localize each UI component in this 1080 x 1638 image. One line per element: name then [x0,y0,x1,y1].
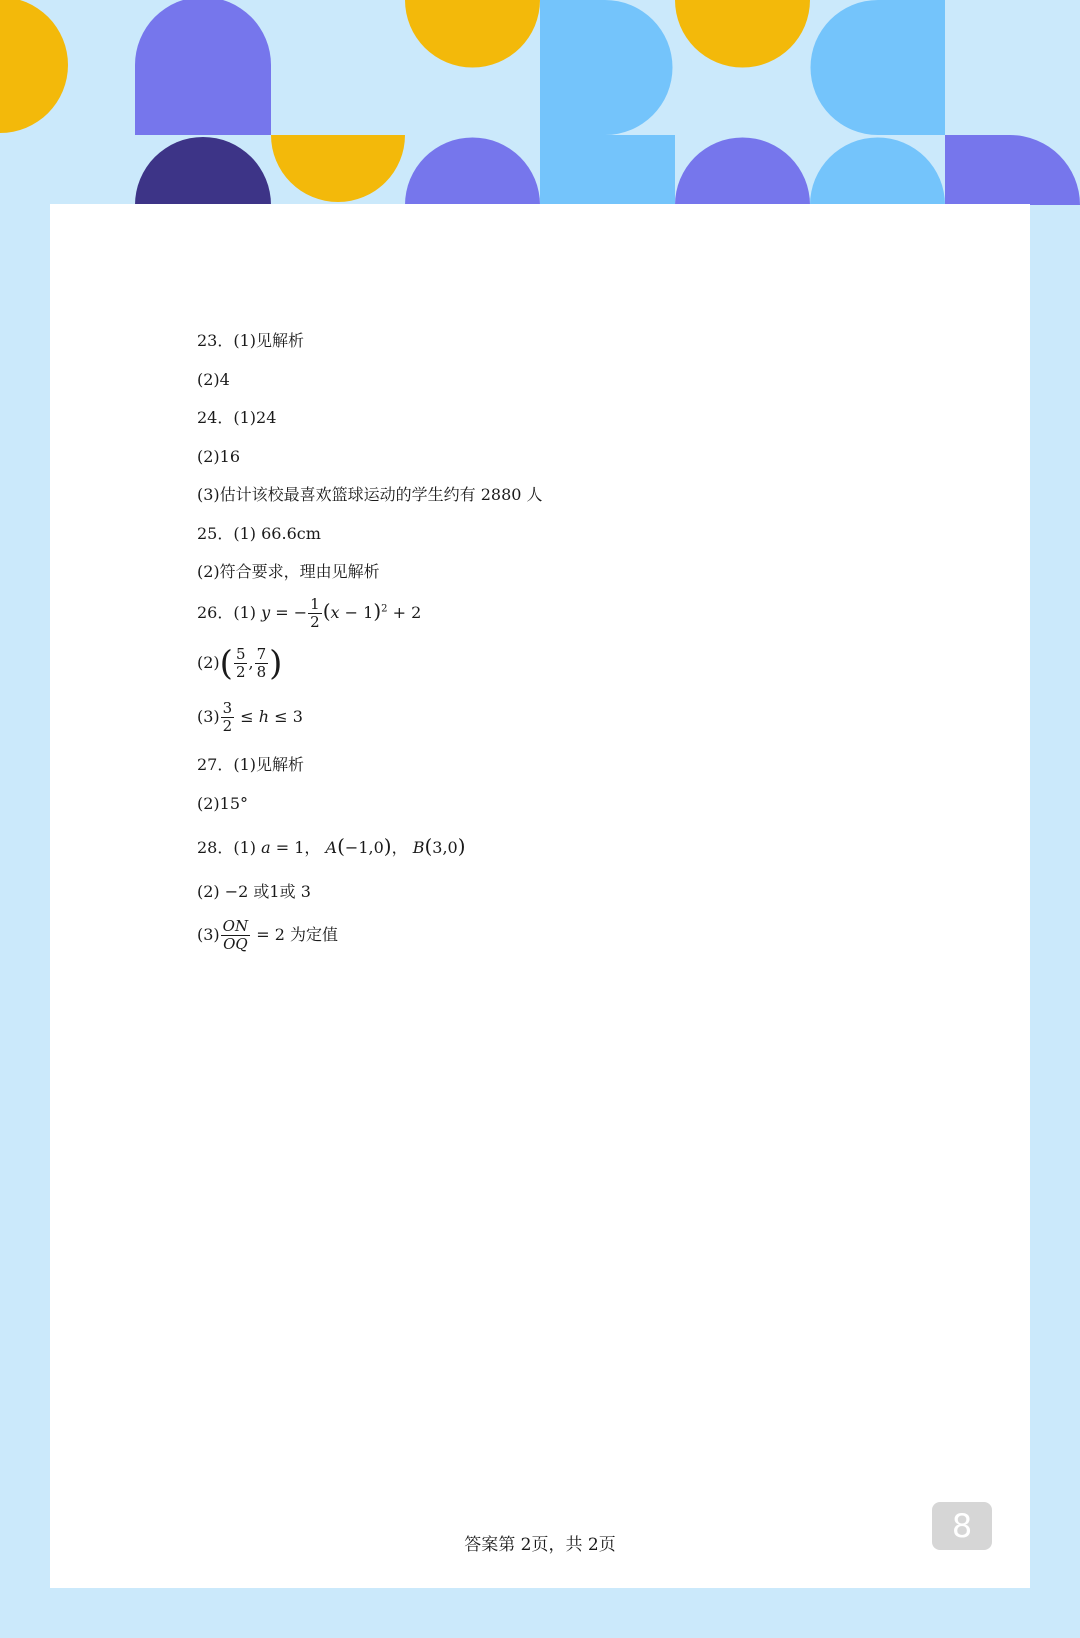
math-operator: = − [270,603,308,622]
fraction-denominator: OQ [223,935,248,953]
answer-text: (1)见解析 [233,331,305,350]
answer-26-3 [197,700,303,735]
answer-text: (2)4 [197,370,230,389]
math-paren: ) [383,834,392,858]
math-variable: a [261,838,271,857]
fraction-numerator: 5 [235,645,246,663]
fraction-denominator: 2 [222,717,233,735]
answer-text: (1)24 [233,408,277,427]
math-term: = 2 为定值 [251,925,338,944]
sky-rect [540,135,675,205]
part-label: (3) [197,707,220,726]
answer-23-2 [197,370,230,390]
point-label: B [412,838,425,857]
answer-24-2 [197,447,240,467]
part-label: (2) [197,653,220,672]
math-fraction [308,596,322,631]
math-fraction [221,700,235,735]
math-variable: y [261,603,271,622]
answer-text: (2)符合要求，理由见解析 [197,562,380,581]
fraction-denominator: 8 [256,663,267,681]
periwinkle-shape-1 [135,0,271,135]
answer-text: (2) −2 或1或 3 [197,882,311,901]
answer-25-1 [197,524,321,544]
answer-24-3 [197,485,543,505]
answer-27-1 [197,755,304,775]
fraction-numerator: 7 [256,645,267,663]
navy-half-circle [135,137,271,205]
part-label: (1) [233,603,257,622]
question-number: 26． [197,603,234,622]
answer-23-1 [197,331,304,351]
answer-25-2 [197,562,380,582]
math-term: ≤ 3 [269,707,303,726]
periwinkle-half-circle-2 [675,138,810,206]
math-term: = 1， [270,838,321,857]
point-coordinates: −1,0 [344,838,384,857]
math-paren: ( [337,834,345,858]
answer-27-2 [197,794,248,814]
yellow-half-circle-2 [405,0,540,67]
yellow-half-circle-1 [271,135,405,202]
yellow-circle-left [0,0,68,133]
question-number: 24． [197,408,234,427]
sky-shape-1 [540,0,673,135]
math-variable: x [330,603,340,622]
math-operator: ≤ [235,707,259,726]
math-paren: ) [457,834,466,858]
part-label: (1) [233,838,262,857]
math-fraction [234,646,248,681]
math-exponent: 2 [381,603,388,615]
page-number-badge: 8 [932,1502,992,1550]
question-number: 23． [197,331,234,350]
answer-text: (1) 66.6cm [233,524,321,543]
answer-text: (3)估计该校最喜欢篮球运动的学生约有 2880 人 [197,485,543,504]
yellow-half-circle-3 [675,0,810,67]
math-paren: ( [424,834,433,858]
separator: ， [391,838,408,857]
fraction-denominator: 2 [235,663,246,681]
sky-shape-2 [811,0,946,135]
periwinkle-half-circle-1 [405,138,540,206]
answer-28-3 [197,918,338,953]
part-label: (3) [197,925,220,944]
answer-26-1 [197,596,421,631]
sky-half-circle [810,138,945,206]
answer-text: (2)16 [197,447,241,466]
math-paren: ) [373,599,382,623]
answer-28-2 [197,882,311,902]
page-footer: 答案第 2页，共 2页 [464,1535,616,1555]
answer-text: (2)15° [197,794,249,813]
math-fraction [255,646,269,681]
point-label: A [325,838,338,857]
fraction-numerator: 1 [310,595,320,613]
question-number: 27． [197,755,234,774]
periwinkle-shape-2 [945,135,1080,205]
math-paren: ( [219,643,233,684]
fraction-numerator: 3 [222,699,233,717]
math-variable: h [258,707,270,726]
math-paren: ( [322,599,331,623]
math-paren: ) [269,643,283,684]
math-term: − 1 [339,603,374,622]
fraction-numerator: ON [222,917,249,935]
math-term: + 2 [387,603,422,622]
answer-26-2: (2)( $\frac{5}{2}$ , $\frac{7}{8}$ ) [197,643,283,684]
answer-text: (1)见解析 [233,755,305,774]
answer-24-1 [197,408,276,428]
fraction-denominator: 2 [310,613,320,631]
decorative-banner [0,0,1080,205]
math-fraction [221,918,250,953]
question-number: 28． [197,838,234,857]
question-number: 25． [197,524,234,543]
answer-28-1 [197,836,466,858]
point-coordinates: 3,0 [432,838,458,857]
